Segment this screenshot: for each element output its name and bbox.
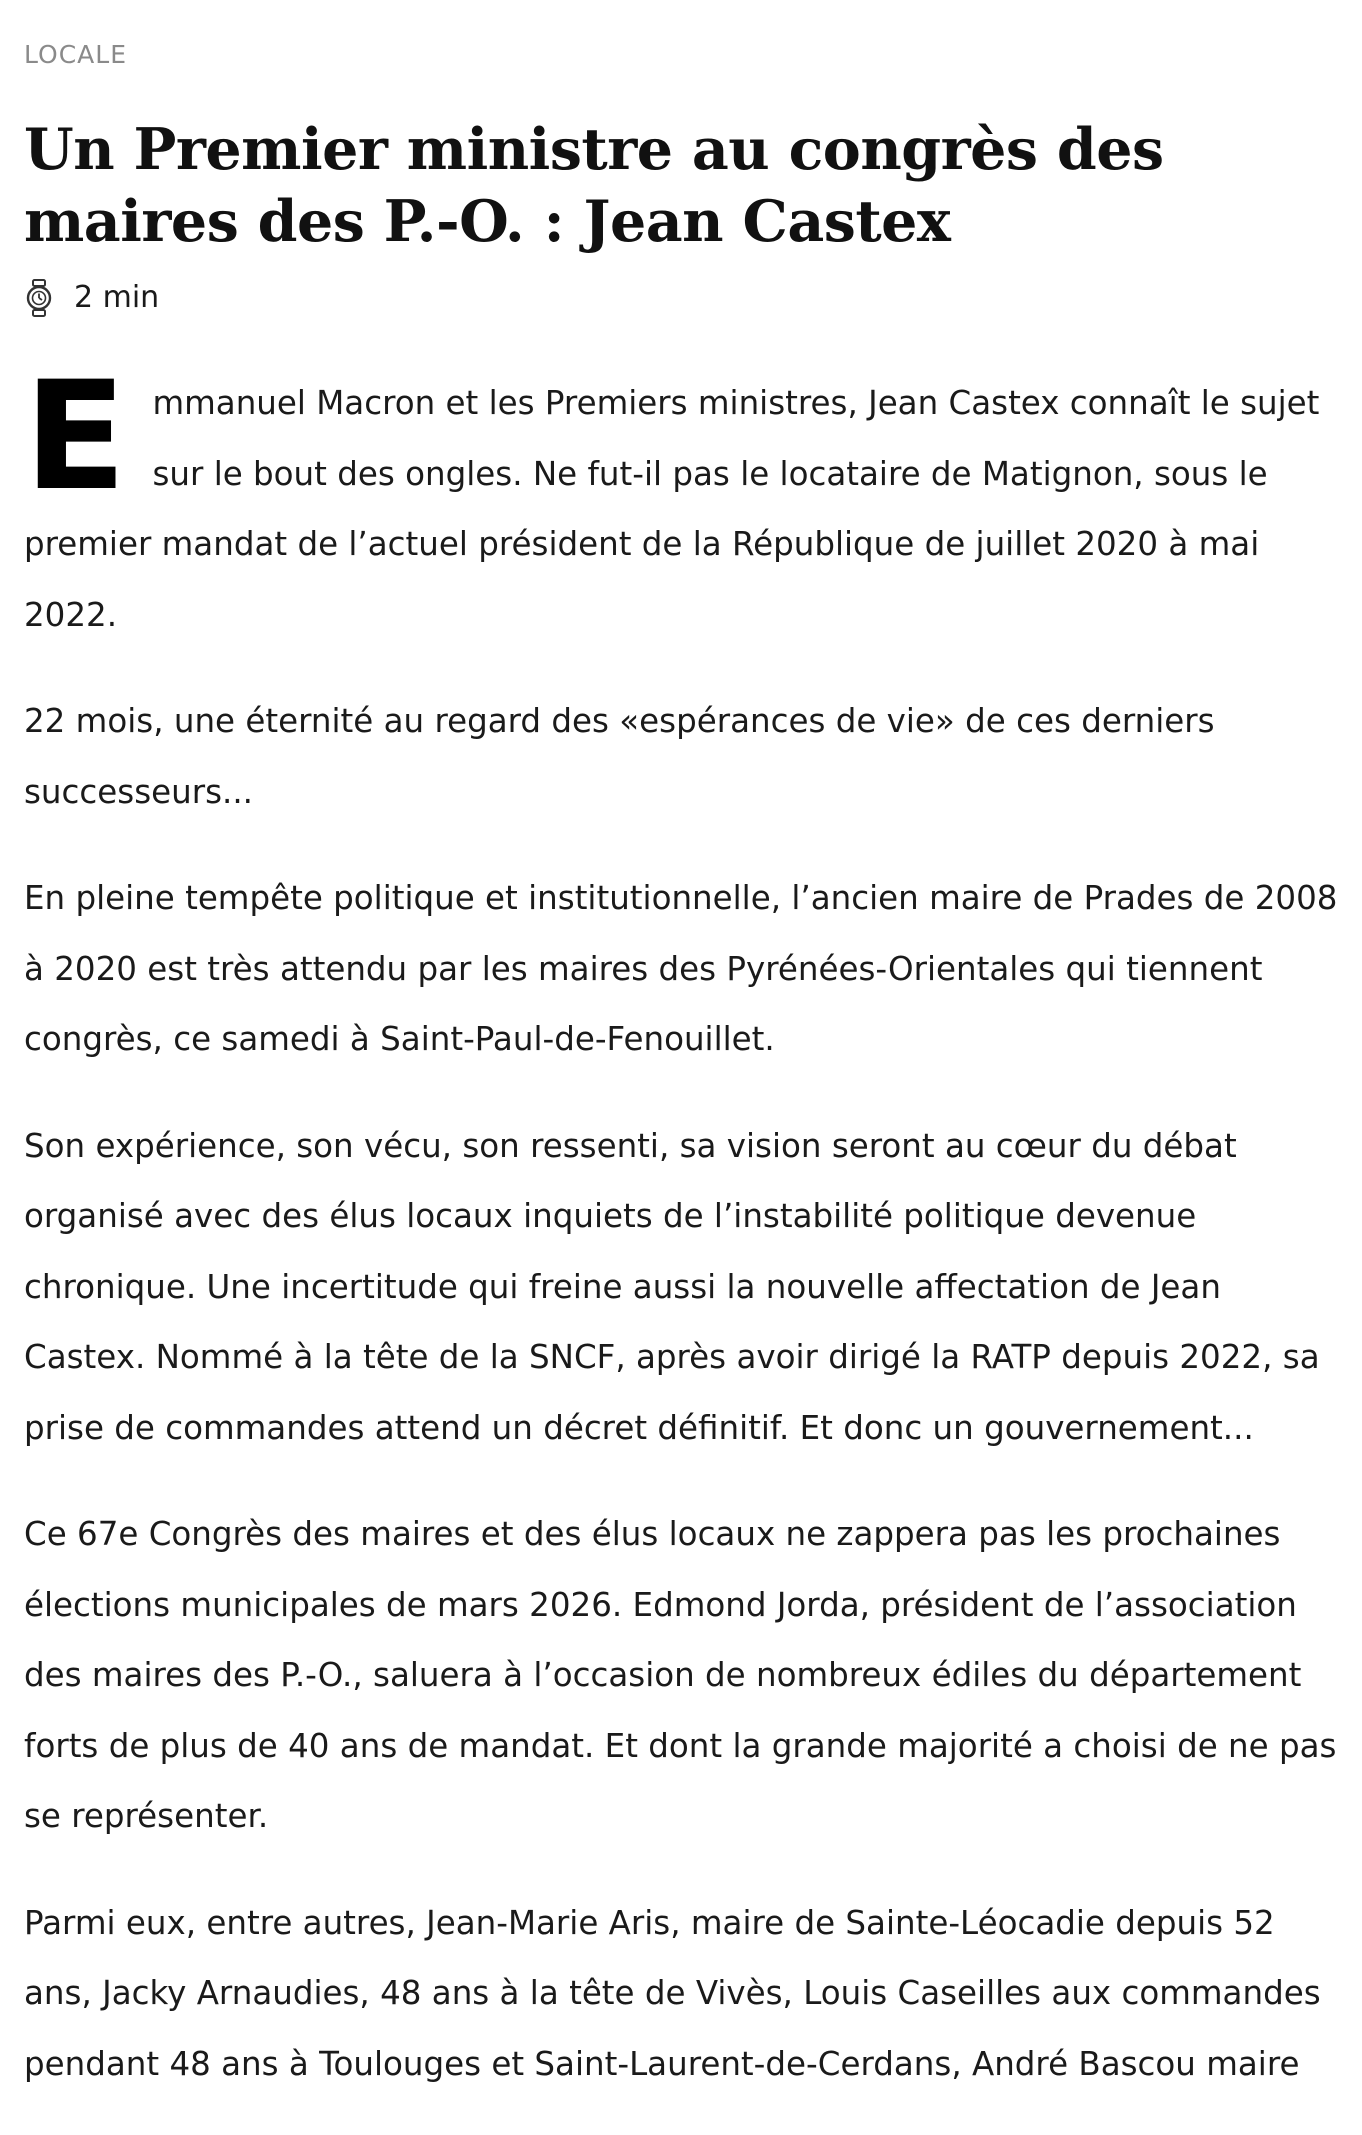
- drop-cap: E: [24, 350, 127, 524]
- read-time: [24, 278, 1344, 318]
- paragraph-2: 22 mois, une éternité au regard des «espérances de vie» de ces derniers successeurs...: [24, 702, 1215, 811]
- category-label: LOCALE: [24, 40, 127, 69]
- read-time-label: 2 min: [74, 280, 160, 315]
- article-page: [24, 40, 1344, 2135]
- article-headline: Un Premier ministre au congrès des maires des P.-O. : Jean Castex: [24, 116, 1164, 255]
- paragraph-4: Son expérience, son vécu, son ressenti, sa vision seront au cœur du débat organisé avec des élus locaux inquiets de l’instabilité politique devenue chronique. Une incertitude qui freine aussi la nouvelle affectation de Jean Castex. Nommé à la tête de la SNCF, après avoir dirigé la RATP depuis 2022, sa prise de commandes attend un décret définitif. Et donc un gouvernement...: [24, 1126, 1320, 1447]
- watch-icon: [24, 279, 54, 317]
- paragraph-1-text: mmanuel Macron et les Premiers ministres, Jean Castex connaît le sujet sur le bout des ongles. Ne fut-il pas le locataire de Matignon, sous le premier mandat de l’actuel président de la République de juillet 2020 à mai 2022.: [24, 384, 1320, 634]
- paragraph-6: Parmi eux, entre autres, Jean-Marie Aris, maire de Sainte-Léocadie depuis 52 ans, Jacky Arnaudies, 48 ans à la tête de Vivès, Louis Caseilles aux commandes pendant 48 ans à Toulouges et Saint-Laurent-de-Cerdans, André Bascou maire: [24, 1903, 1321, 2083]
- paragraph-5: Ce 67e Congrès des maires et des élus locaux ne zappera pas les prochaines élections municipales de mars 2026. Edmond Jorda, président de l’association des maires des P.-O., saluera à l’occasion de nombreux édiles du département forts de plus de 40 ans de mandat. Et dont la grande majorité a choisi de ne pas se représenter.: [24, 1515, 1337, 1835]
- article-body: [24, 350, 1344, 2099]
- paragraph-1: [24, 350, 1344, 650]
- paragraph-3: En pleine tempête politique et institutionnelle, l’ancien maire de Prades de 2008 à 2020 est très attendu par les maires des Pyrénées-Orientales qui tiennent congrès, ce samedi à Saint-Paul-de-Fenouillet.: [24, 879, 1338, 1058]
